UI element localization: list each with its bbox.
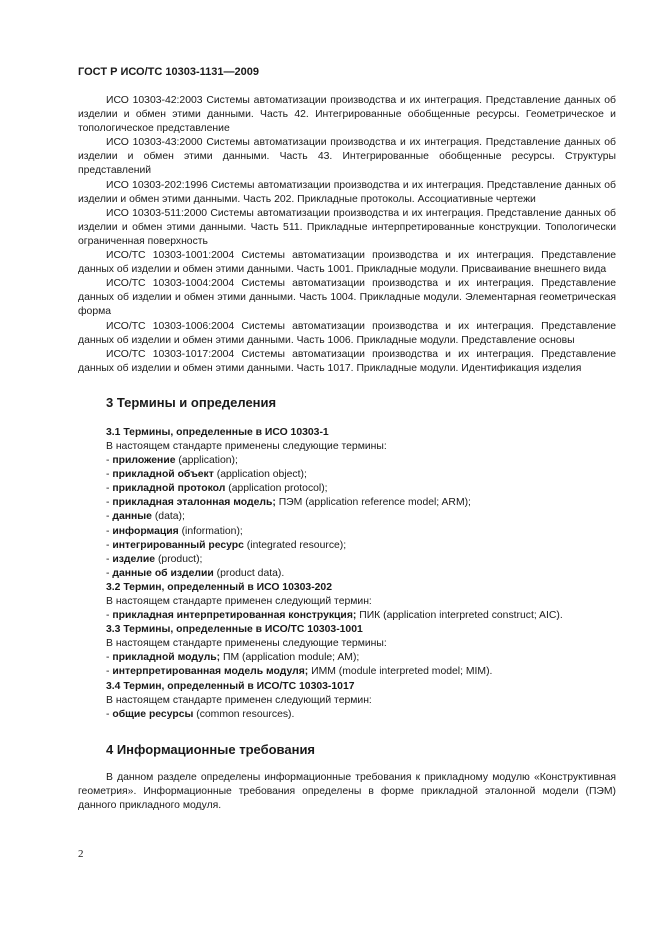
term-desc: (application protocol); bbox=[225, 483, 328, 495]
term-item: - изделие (product); bbox=[106, 553, 203, 565]
term-item: - данные об изделии (product data). bbox=[106, 567, 285, 579]
term-name: общие ресурсы bbox=[112, 708, 194, 720]
term-name: данные об изделии bbox=[112, 567, 214, 579]
page-number: 2 bbox=[78, 848, 84, 860]
subsection-3-4-intro: В настоящем стандарте применен следующий термин: bbox=[106, 694, 372, 706]
section-4-title: 4 Информационные требования bbox=[106, 741, 316, 757]
term-desc: (information); bbox=[178, 525, 243, 537]
term-item: - прикладной протокол (application protocol); bbox=[106, 483, 328, 495]
document-header: ГОСТ Р ИСО/ТС 10303-1131—2009 bbox=[78, 66, 259, 78]
term-desc: ПЭМ (application reference model; ARM); bbox=[275, 497, 471, 509]
reference-item: ИСО/ТС 10303-1001:2004 Системы автоматизации производства и их интеграция. Представление данных об изделии и обмен этими данными. Часть 1001. Прикладные модули. Присваивание внешнего вида bbox=[78, 250, 616, 276]
subsection-3-1-title: 3.1 Термины, определенные в ИСО 10303-1 bbox=[106, 426, 329, 438]
reference-item: ИСО 10303-42:2003 Системы автоматизации производства и их интеграция. Представление данных об изделии и обмен этими данными. Часть 42. Интегрированные обобщенные ресурсы. Геометрическое и топологическое представление bbox=[78, 95, 616, 135]
term-item: - интерпретированная модель модуля; ИММ (module interpreted model; MIM). bbox=[106, 666, 493, 678]
term-item: - общие ресурсы (common resources). bbox=[106, 708, 295, 720]
term-desc: (application); bbox=[175, 455, 238, 467]
terms-list-3-3 bbox=[78, 651, 616, 679]
terms-list-3-2 bbox=[78, 609, 616, 623]
subsection-3-1-intro: В настоящем стандарте применены следующие термины: bbox=[106, 440, 387, 452]
reference-item: ИСО 10303-511:2000 Системы автоматизации производства и их интеграция. Представление данных об изделии и обмен этими данными. Часть 511. Прикладные интерпретированные конструкции. Топологически ограниченная поверхность bbox=[78, 207, 616, 247]
term-desc: ИММ (module interpreted model; MIM). bbox=[308, 666, 493, 678]
term-name: изделие bbox=[112, 553, 156, 565]
term-name: прикладная интерпретированная конструкция; bbox=[112, 610, 357, 622]
term-item: - прикладная эталонная модель; ПЭМ (application reference model; ARM); bbox=[106, 497, 471, 509]
term-item: - информация (information); bbox=[106, 525, 243, 537]
term-item: - интегрированный ресурс (integrated resource); bbox=[106, 539, 347, 551]
term-item: - прикладной модуль; ПМ (application module; AM); bbox=[106, 652, 360, 664]
term-name: интерпретированная модель модуля; bbox=[112, 666, 309, 678]
term-desc: ПИК (application interpreted construct; AIC). bbox=[356, 610, 563, 622]
term-name: данные bbox=[112, 511, 152, 523]
term-item: - приложение (application); bbox=[106, 455, 238, 467]
page-content bbox=[78, 94, 616, 813]
reference-item: ИСО 10303-202:1996 Системы автоматизации производства и их интеграция. Представление данных об изделии и обмен этими данными. Часть 202. Прикладные протоколы. Ассоциативные чертежи bbox=[78, 179, 616, 205]
section-3-title: 3 Термины и определения bbox=[106, 394, 277, 410]
term-desc: (product data). bbox=[213, 567, 285, 579]
term-name: прикладная эталонная модель; bbox=[112, 497, 276, 509]
normative-references bbox=[78, 94, 616, 376]
term-item: - данные (data); bbox=[106, 511, 185, 523]
subsection-3-3-title: 3.3 Термины, определенные в ИСО/ТС 10303-1001 bbox=[106, 624, 363, 636]
term-name: прикладной модуль; bbox=[112, 652, 221, 664]
term-name: информация bbox=[112, 525, 179, 537]
term-name: приложение bbox=[112, 455, 176, 467]
subsection-3-4-title: 3.4 Термин, определенный в ИСО/ТС 10303-1017 bbox=[106, 680, 355, 692]
term-item: - прикладной объект (application object); bbox=[106, 469, 307, 481]
terms-list-3-1 bbox=[78, 454, 616, 581]
term-desc: (common resources). bbox=[193, 708, 295, 720]
reference-item: ИСО/ТС 10303-1017:2004 Системы автоматизации производства и их интеграция. Представление данных об изделии и обмен этими данными. Часть 1017. Прикладные модули. Идентификация изделия bbox=[78, 348, 616, 374]
reference-item: ИСО/ТС 10303-1004:2004 Системы автоматизации производства и их интеграция. Представление данных об изделии и обмен этими данными. Часть 1004. Прикладные модули. Элементарная геометрическая форма bbox=[78, 278, 616, 318]
term-desc: (data); bbox=[151, 511, 185, 523]
term-item: - прикладная интерпретированная конструкция; ПИК (application interpreted construct; AIC). bbox=[106, 610, 563, 622]
subsection-3-2-intro: В настоящем стандарте применен следующий термин: bbox=[106, 596, 372, 607]
term-desc: (integrated resource); bbox=[243, 539, 347, 551]
term-desc: (application object); bbox=[213, 469, 307, 481]
subsection-3-2-title: 3.2 Термин, определенный в ИСО 10303-202 bbox=[106, 581, 332, 593]
term-desc: ПМ (application module; AM); bbox=[220, 652, 360, 664]
term-name: прикладной объект bbox=[112, 469, 214, 481]
reference-item: ИСО 10303-43:2000 Системы автоматизации производства и их интеграция. Представление данных об изделии и обмен этими данными. Часть 43. Интегрированные обобщенные ресурсы. Структуры представлений bbox=[78, 137, 616, 177]
reference-item: ИСО/ТС 10303-1006:2004 Системы автоматизации производства и их интеграция. Представление данных об изделии и обмен этими данными. Часть 1006. Прикладные модули. Представление основы bbox=[78, 320, 616, 346]
subsection-3-3-intro: В настоящем стандарте применены следующие термины: bbox=[106, 638, 387, 650]
term-name: прикладной протокол bbox=[112, 483, 226, 495]
term-name: интегрированный ресурс bbox=[112, 539, 244, 551]
section-4-paragraph: В данном разделе определены информационные требования к прикладному модулю «Конструктивная геометрия». Информационные требования определены в форме прикладной эталонной модели (ПЭМ) данного прикладного модуля. bbox=[78, 771, 616, 812]
terms-list-3-4 bbox=[78, 708, 616, 722]
term-desc: (product); bbox=[155, 553, 203, 565]
